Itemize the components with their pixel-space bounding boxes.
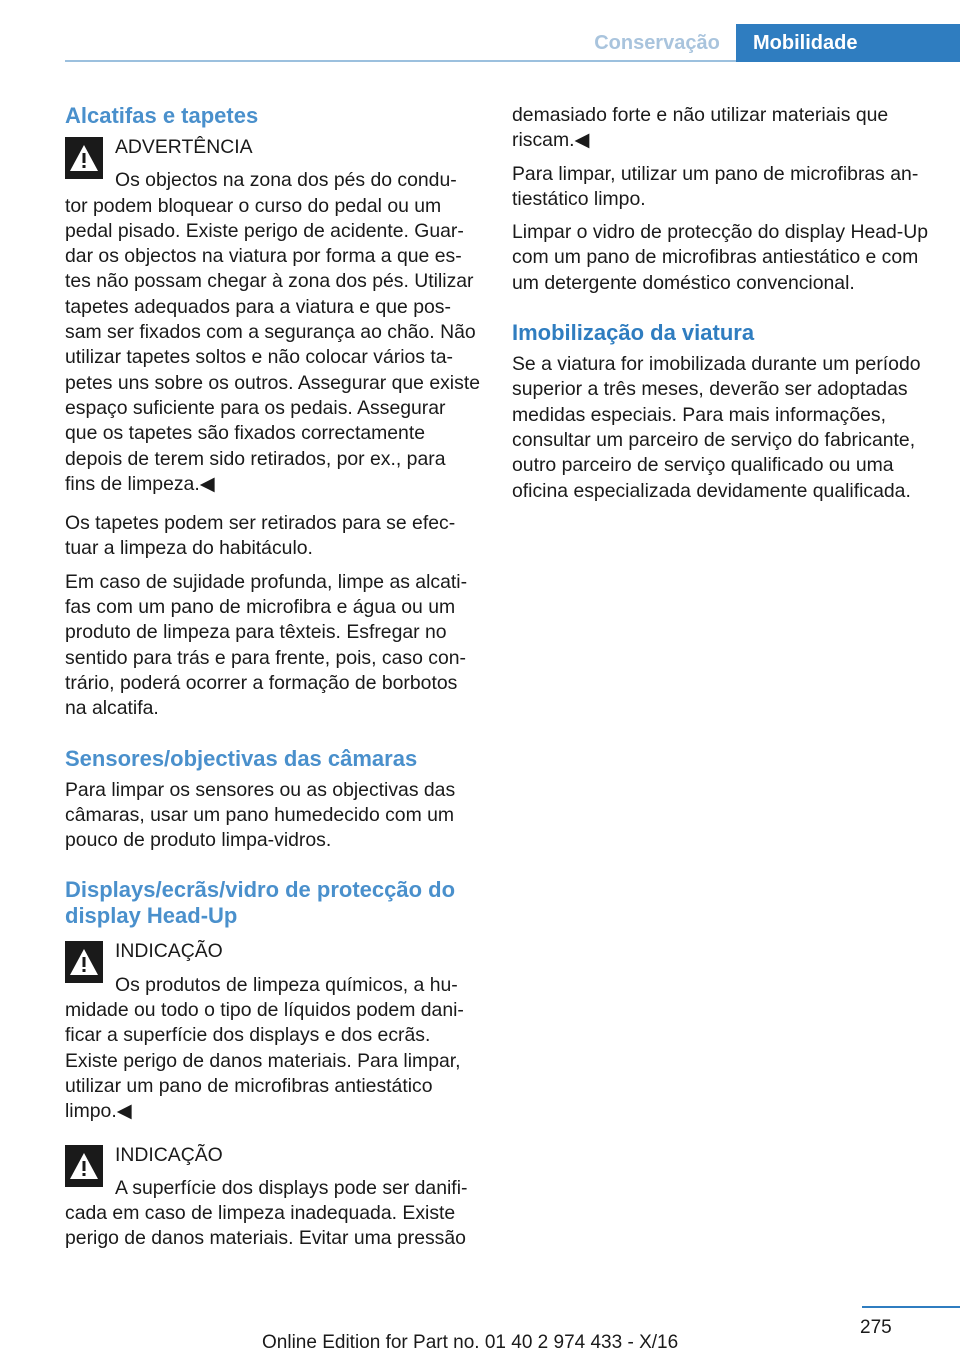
page-number: 275	[860, 1317, 892, 1338]
paragraph-imobilizacao: Se a viatura for imobilizada durante um período superior a três meses, deverão ser adoptadas medidas especiais. Para mais informações, consultar um parceiro de serviço do fabricante, outro parceiro de serviço qualificado ou uma oficina especializada devidamente qualificada.	[512, 353, 921, 502]
right-column	[512, 103, 932, 512]
tab-conservacao[interactable]: Conservação	[594, 31, 720, 54]
paragraph-sujidade: Em caso de sujidade profunda, limpe as alcatifas com um pano de microfibra e água ou um produto de limpeza para têxteis. Esfregar no sentido para trás e para frente, pois, caso contrário, poderá ocorrer a formação de borbotos na alcatifa.	[65, 570, 468, 720]
warning-body: cada em caso de limpeza inadequada. Existe perigo de danos materiais. Evitar uma pressão	[65, 1202, 466, 1250]
warning-first-line: A superfície dos displays pode ser danifi-	[115, 1176, 468, 1199]
warning-block-advertencia	[65, 135, 480, 497]
warning-title: ADVERTÊNCIA	[115, 136, 253, 158]
paragraph-vidro: Limpar o vidro de protecção do display Head-Up com um pano de microfibras antiestático e com um detergente doméstico convencional.	[512, 221, 929, 294]
heading-displays: Displays/ecrãs/vidro de protecção do display Head-Up	[65, 877, 456, 929]
warning-first-line: Os objectos na zona dos pés do condu-	[115, 169, 457, 192]
paragraph-tapetes: Os tapetes podem ser retirados para se efectuar a limpeza do habitáculo.	[65, 512, 456, 560]
paragraph-sensores: Para limpar os sensores ou as objectivas das câmaras, usar um pano humedecido com um pouco de produto limpa-vidros.	[65, 778, 456, 852]
warning-title: INDICAÇÃO	[115, 1143, 223, 1166]
warning-triangle-icon	[65, 137, 103, 179]
warning-title: INDICAÇÃO	[115, 940, 223, 963]
heading-sensores: Sensores/objectivas das câmaras	[65, 745, 418, 771]
warning-body: tor podem bloquear o curso do pedal ou um pedal pisado. Existe perigo de acidente. Guardar os objectos na viatura por forma a que estes não possam chegar à zona dos pés. Utilizar tapetes adequados para a viatura e que possam ser fixados com a segurança ao chão. Não utilizar tapetes soltos e não colocar vários tapetes uns sobre os outros. Assegurar que existe espaço suficiente para os pedais. Assegurar que os tapetes são fixados correctamente depois de terem sido retirados, por ex., para fins de limpeza.◀	[65, 194, 480, 495]
warning-first-line: Os produtos de limpeza químicos, a hu-	[115, 973, 458, 996]
footer-rule	[862, 1306, 960, 1308]
paragraph-limpar: Para limpar, utilizar um pano de microfibras antiestático limpo.	[512, 162, 919, 210]
warning-triangle-icon	[65, 1145, 103, 1187]
warning-block-indicacao-2	[65, 1143, 480, 1252]
paragraph-continuation: demasiado forte e não utilizar materiais que riscam.◀	[512, 104, 889, 152]
tab-mobilidade[interactable]: Mobilidade	[736, 24, 960, 62]
heading-imobilizacao: Imobilização da viatura	[512, 320, 755, 346]
edition-text: Online Edition for Part no. 01 40 2 974 433 - X/16	[262, 1332, 679, 1353]
heading-alcatifas: Alcatifas e tapetes	[65, 103, 259, 128]
warning-block-indicacao-1	[65, 939, 480, 1124]
left-column	[65, 103, 480, 1260]
warning-body: midade ou todo o tipo de líquidos podem danificar a superfície dos displays e dos ecrãs. Existe perigo de danos materiais. Para limpar, utilizar um pano de microfibras antiestático limpo.◀	[65, 999, 464, 1123]
warning-triangle-icon	[65, 941, 103, 983]
